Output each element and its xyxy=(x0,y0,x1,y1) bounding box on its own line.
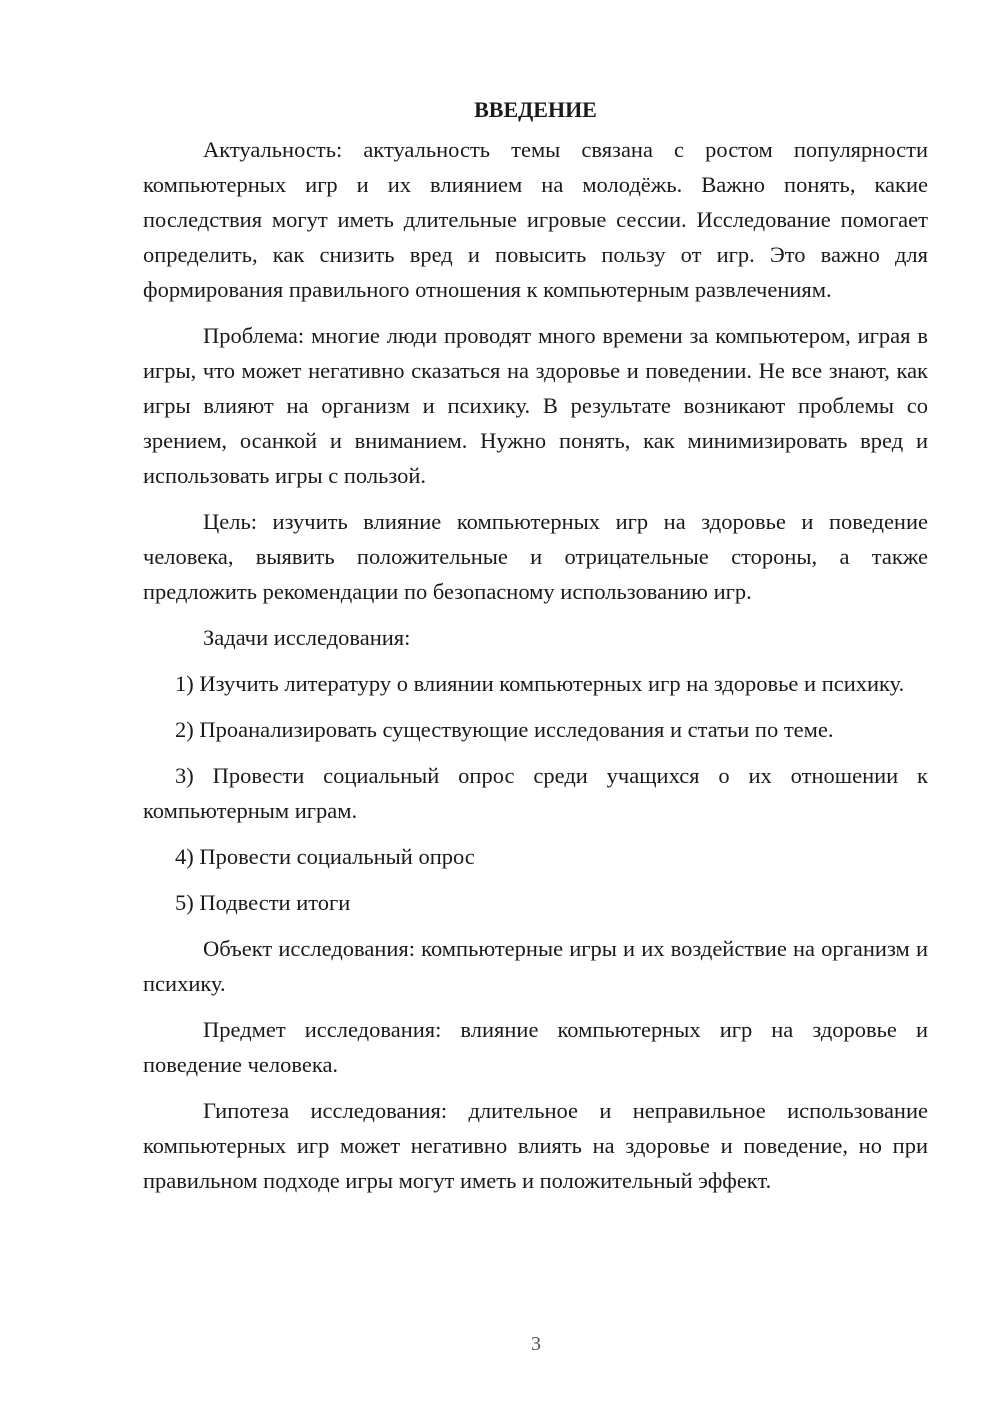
list-item: 1) Изучить литературу о влиянии компьютерных игр на здоровье и психику. xyxy=(175,671,905,696)
list-item: 5) Подвести итоги xyxy=(175,890,351,915)
list-item: 4) Провести социальный опрос xyxy=(175,844,475,869)
document-page xyxy=(143,92,928,1209)
problem-paragraph: Проблема: многие люди проводят много времени за компьютером, играя в игры, что может негативно сказаться на здоровье и поведении. Не все знают, как игры влияют на организм и психику. В результате возникают проблемы со зрением, осанкой и вниманием. Нужно понять, как минимизировать вред и использовать игры с пользой. xyxy=(143,323,928,488)
hypothesis-paragraph: Гипотеза исследования: длительное и неправильное использование компьютерных игр может негативно влиять на здоровье и поведение, но при правильном подходе игры могут иметь и положительный эффект. xyxy=(143,1098,928,1193)
tasks-heading: Задачи исследования: xyxy=(203,625,411,650)
tasks-list xyxy=(143,666,928,920)
subject-paragraph: Предмет исследования: влияние компьютерных игр на здоровье и поведение человека. xyxy=(143,1017,928,1077)
relevance-paragraph: Актуальность: актуальность темы связана с ростом популярности компьютерных игр и их влиянием на молодёжь. Важно понять, какие последствия могут иметь длительные игровые сессии. Исследование помогает определить, как снизить вред и повысить пользу от игр. Это важно для формирования правильного отношения к компьютерным развлечениям. xyxy=(143,137,928,302)
object-paragraph: Объект исследования: компьютерные игры и их воздействие на организм и психику. xyxy=(143,936,928,996)
list-item: 2) Проанализировать существующие исследования и статьи по теме. xyxy=(175,717,834,742)
list-item: 3) Провести социальный опрос среди учащихся о их отношении к компьютерным играм. xyxy=(143,763,928,823)
page-number: 3 xyxy=(531,1333,541,1355)
goal-paragraph: Цель: изучить влияние компьютерных игр на здоровье и поведение человека, выявить положительные и отрицательные стороны, а также предложить рекомендации по безопасному использованию игр. xyxy=(143,509,928,604)
page-title: ВВЕДЕНИЕ xyxy=(474,97,597,122)
